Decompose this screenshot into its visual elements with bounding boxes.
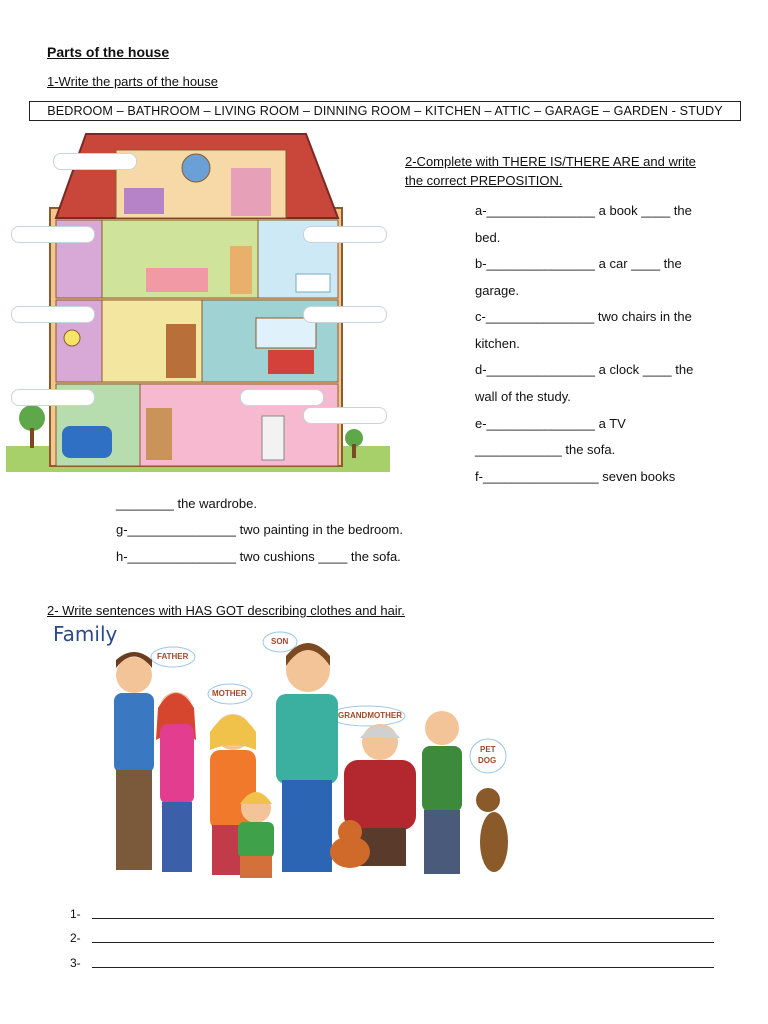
exercise2-line: kitchen. xyxy=(475,336,520,351)
family-title: Family xyxy=(53,622,118,646)
blank-label-box[interactable] xyxy=(240,389,324,406)
exercise2-line: d-_______________ a clock ____ the xyxy=(475,362,694,377)
label-son: SON xyxy=(271,637,289,646)
label-grandmother: GRANDMOTHER xyxy=(338,711,402,720)
exercise2-line: bed. xyxy=(475,230,501,245)
answer-number: 3- xyxy=(70,956,81,970)
exercise2-line: ________ the wardrobe. xyxy=(116,496,257,511)
exercise3-heading: 2- Write sentences with HAS GOT describing clothes and hair. xyxy=(47,603,405,618)
exercise2-line: e-_______________ a TV xyxy=(475,416,626,431)
exercise2-line: g-_______________ two painting in the bedroom. xyxy=(116,522,403,537)
blank-label-box[interactable] xyxy=(303,306,387,323)
blank-label-box[interactable] xyxy=(303,407,387,424)
blank-label-box[interactable] xyxy=(53,153,137,170)
blank-label-box[interactable] xyxy=(11,389,95,406)
exercise2-heading-line2: the correct PREPOSITION. xyxy=(405,173,563,188)
house-illustration xyxy=(6,128,390,472)
exercise2-line: h-_______________ two cushions ____ the sofa. xyxy=(116,549,401,564)
exercise1-heading: 1-Write the parts of the house xyxy=(47,74,219,89)
label-father: FATHER xyxy=(157,652,189,661)
answer-line[interactable] xyxy=(92,966,714,968)
blank-label-box[interactable] xyxy=(303,226,387,243)
exercise2-line: c-_______________ two chairs in the xyxy=(475,309,692,324)
label-mother: MOTHER xyxy=(212,689,247,698)
page-title: Parts of the house xyxy=(47,44,170,60)
label-dog: DOG xyxy=(478,756,497,765)
blank-label-box[interactable] xyxy=(11,226,95,243)
family-illustration xyxy=(50,620,520,885)
exercise2-line: a-_______________ a book ____ the xyxy=(475,203,692,218)
exercise2-line: b-_______________ a car ____ the xyxy=(475,256,682,271)
label-pet: PET xyxy=(480,745,496,754)
exercise2-line: f-________________ seven books xyxy=(475,469,676,484)
blank-label-box[interactable] xyxy=(11,306,95,323)
answer-line[interactable] xyxy=(92,917,714,919)
word-bank: BEDROOM – BATHROOM – LIVING ROOM – DINNING ROOM – KITCHEN – ATTIC – GARAGE – GARDEN - STUDY xyxy=(29,101,741,121)
answer-number: 2- xyxy=(70,931,81,945)
exercise2-line: garage. xyxy=(475,283,520,298)
answer-line[interactable] xyxy=(92,941,714,943)
answer-number: 1- xyxy=(70,907,81,921)
family-drawing xyxy=(50,620,520,885)
exercise2-line: ____________ the sofa. xyxy=(475,442,616,457)
exercise2-line: wall of the study. xyxy=(475,389,571,404)
exercise2-heading-line1: 2-Complete with THERE IS/THERE ARE and write xyxy=(405,154,696,169)
